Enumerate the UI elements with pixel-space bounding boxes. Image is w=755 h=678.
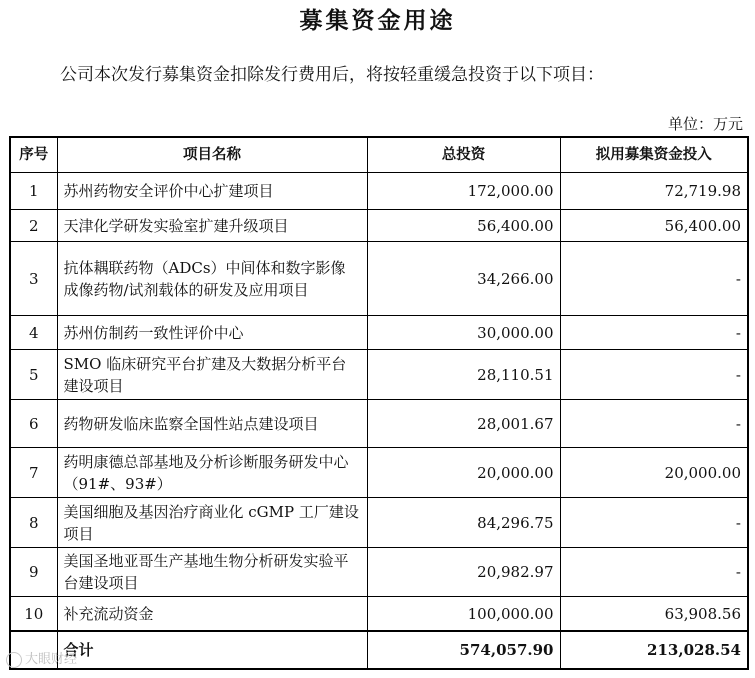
cell-raised-funds: - [560, 400, 748, 448]
cell-grand-total-raised: 213,028.54 [560, 631, 748, 669]
intro-paragraph: 公司本次发行募集资金扣除发行费用后，将按轻重缓急投资于以下项目： [60, 65, 604, 85]
table-row [10, 173, 748, 210]
cell-seq: 1 [10, 173, 57, 210]
table-row [10, 316, 748, 350]
table-row [10, 548, 748, 597]
cell-total-investment: 30,000.00 [367, 316, 560, 350]
cell-total-investment: 28,001.67 [367, 400, 560, 448]
watermark-text: 大眼财经 [25, 652, 78, 667]
cell-seq: 3 [10, 242, 57, 316]
table-total-row [10, 631, 748, 669]
watermark [6, 648, 77, 668]
cell-total-label: 合计 [57, 631, 367, 669]
cell-raised-funds: 72,719.98 [560, 173, 748, 210]
cell-project-name: 苏州药物安全评价中心扩建项目 [57, 173, 367, 210]
cell-raised-funds: - [560, 316, 748, 350]
cell-raised-funds: - [560, 242, 748, 316]
cell-total-investment: 20,982.97 [367, 548, 560, 597]
column-header-seq: 序号 [10, 137, 57, 173]
cell-raised-funds: - [560, 498, 748, 548]
fundraising-table [9, 136, 749, 670]
cell-seq: 4 [10, 316, 57, 350]
cell-total-investment: 34,266.00 [367, 242, 560, 316]
cell-project-name: 补充流动资金 [57, 597, 367, 632]
cell-seq: 10 [10, 597, 57, 632]
column-header-total-investment: 总投资 [367, 137, 560, 173]
unit-label: 单位：万元 [667, 115, 743, 133]
table-header-row [10, 137, 748, 173]
cell-project-name: 美国圣地亚哥生产基地生物分析研发实验平台建设项目 [57, 548, 367, 597]
cell-project-name: SMO 临床研究平台扩建及大数据分析平台建设项目 [57, 350, 367, 400]
table-row [10, 448, 748, 498]
cell-grand-total-investment: 574,057.90 [367, 631, 560, 669]
cell-raised-funds: 20,000.00 [560, 448, 748, 498]
table-row [10, 498, 748, 548]
column-header-raised-funds: 拟用募集资金投入 [560, 137, 748, 173]
cell-seq: 6 [10, 400, 57, 448]
table-row [10, 350, 748, 400]
cell-total-investment: 56,400.00 [367, 210, 560, 242]
cell-raised-funds: - [560, 350, 748, 400]
weibo-icon [6, 652, 22, 668]
cell-raised-funds: 56,400.00 [560, 210, 748, 242]
cell-project-name: 药明康德总部基地及分析诊断服务研发中心（91#、93#） [57, 448, 367, 498]
cell-total-investment: 28,110.51 [367, 350, 560, 400]
cell-total-investment: 20,000.00 [367, 448, 560, 498]
cell-raised-funds: 63,908.56 [560, 597, 748, 632]
page-title: 募集资金用途 [299, 8, 456, 34]
cell-project-name: 美国细胞及基因治疗商业化 cGMP 工厂建设项目 [57, 498, 367, 548]
table-row [10, 400, 748, 448]
cell-seq: 7 [10, 448, 57, 498]
cell-total-investment: 172,000.00 [367, 173, 560, 210]
column-header-project-name: 项目名称 [57, 137, 367, 173]
table-row [10, 210, 748, 242]
cell-project-name: 抗体耦联药物（ADCs）中间体和数字影像成像药物/试剂载体的研发及应用项目 [57, 242, 367, 316]
cell-project-name: 天津化学研发实验室扩建升级项目 [57, 210, 367, 242]
table-row [10, 597, 748, 632]
cell-project-name: 苏州仿制药一致性评价中心 [57, 316, 367, 350]
cell-project-name: 药物研发临床监察全国性站点建设项目 [57, 400, 367, 448]
cell-seq: 5 [10, 350, 57, 400]
cell-seq: 9 [10, 548, 57, 597]
cell-total-investment: 100,000.00 [367, 597, 560, 632]
cell-seq: 2 [10, 210, 57, 242]
cell-seq: 8 [10, 498, 57, 548]
cell-raised-funds: - [560, 548, 748, 597]
table-row [10, 242, 748, 316]
cell-total-investment: 84,296.75 [367, 498, 560, 548]
